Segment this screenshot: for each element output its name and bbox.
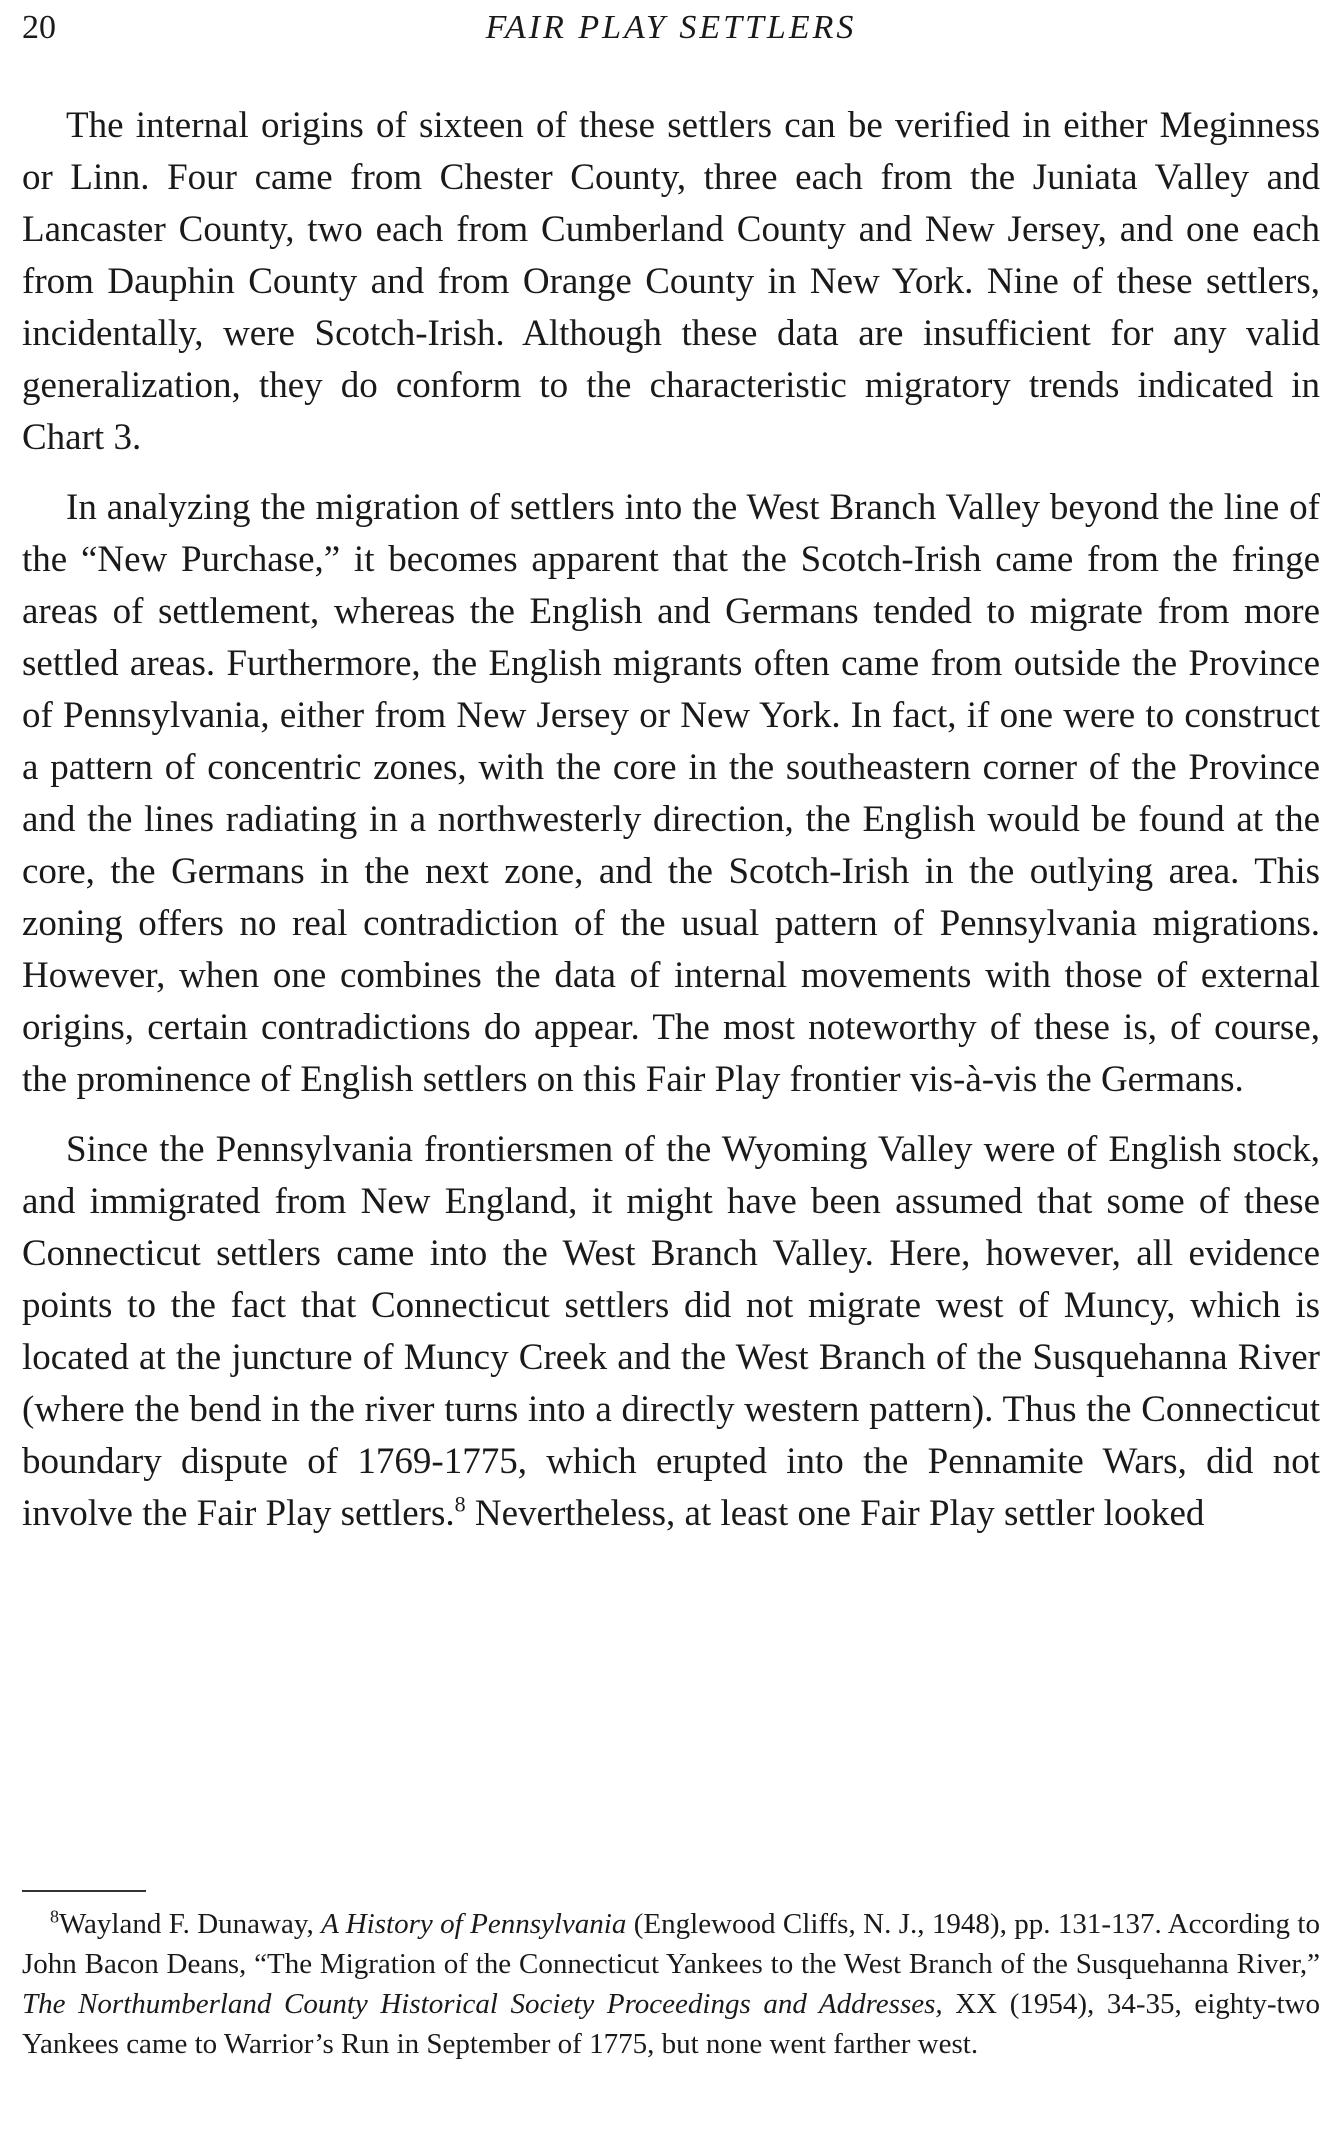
footnote-book-title: A History of Pennsylvania: [321, 1908, 627, 1940]
footnote-text: Wayland F. Dunaway,: [59, 1908, 322, 1940]
body-text: [22, 100, 1320, 1558]
footnote-marker: 8: [50, 1906, 59, 1927]
footnote-text: (Englewood Cliffs, N. J., 1948), pp. 131-137. According to John Bacon Deans, “The Migration of the Connecticut Yankees to the West Branch of the Susquehanna River,”: [22, 1908, 1320, 1980]
page-number: 20: [22, 9, 56, 46]
book-page: [22, 0, 1320, 2149]
footnote-text: XX (1954), 34-35, eighty-two Yankees came to Warrior’s Run in September of 1775, but none went farther west.: [22, 1988, 1320, 2060]
running-title: FAIR PLAY SETTLERS: [485, 9, 857, 46]
footnote-8: [22, 1904, 1320, 2064]
paragraph-3-text: Since the Pennsylvania frontiersmen of the Wyoming Valley were of English stock, and immigrated from New England, it might have been assumed that some of these Connecticut settlers came into the West Branch Valley. Here, however, all evidence points to the fact that Connecticut settlers did not migrate west of Muncy, which is located at the juncture of Muncy Creek and the West Branch of the Susquehanna River (where the bend in the river turns into a directly western pattern). Thus the Connecticut boundary dispute of 1769-1775, which erupted into the Pennamite Wars, did not involve the Fair Play settlers.: [22, 1129, 1320, 1534]
footnotes: [22, 1904, 1320, 2064]
paragraph-1: The internal origins of sixteen of these settlers can be verified in either Meginness or Linn. Four came from Chester County, three each from the Juniata Valley and Lancaster County, two each from Cumberland County and New Jersey, and one each from Dauphin County and from Orange County in New York. Nine of these settlers, incidentally, were Scotch-Irish. Although these data are insufficient for any valid generalization, they do conform to the characteristic migratory trends indicated in Chart 3.: [22, 105, 1320, 458]
paragraph-3-continuation: Nevertheless, at least one Fair Play settler looked: [465, 1493, 1205, 1534]
footnote-journal-title: The Northumberland County Historical Society Proceedings and Addresses,: [22, 1988, 943, 2020]
footnote-reference-8: 8: [454, 1491, 466, 1517]
paragraph-3: [22, 1124, 1320, 1540]
footnote-divider: [22, 1890, 146, 1892]
running-head: [22, 0, 1320, 64]
paragraph-2: In analyzing the migration of settlers into the West Branch Valley beyond the line of the “New Purchase,” it becomes apparent that the Scotch-Irish came from the fringe areas of settlement, whereas the English and Germans tended to migrate from more settled areas. Furthermore, the English migrants often came from outside the Province of Pennsylvania, either from New Jersey or New York. In fact, if one were to construct a pattern of concentric zones, with the core in the southeastern corner of the Province and the lines radiating in a northwesterly direction, the English would be found at the core, the Germans in the next zone, and the Scotch-Irish in the outlying area. This zoning offers no real contradiction of the usual pattern of Pennsylvania migrations. However, when one combines the data of internal movements with those of external origins, certain contradictions do appear. The most noteworthy of these is, of course, the prominence of English settlers on this Fair Play frontier vis-à-vis the Germans.: [22, 487, 1320, 1100]
